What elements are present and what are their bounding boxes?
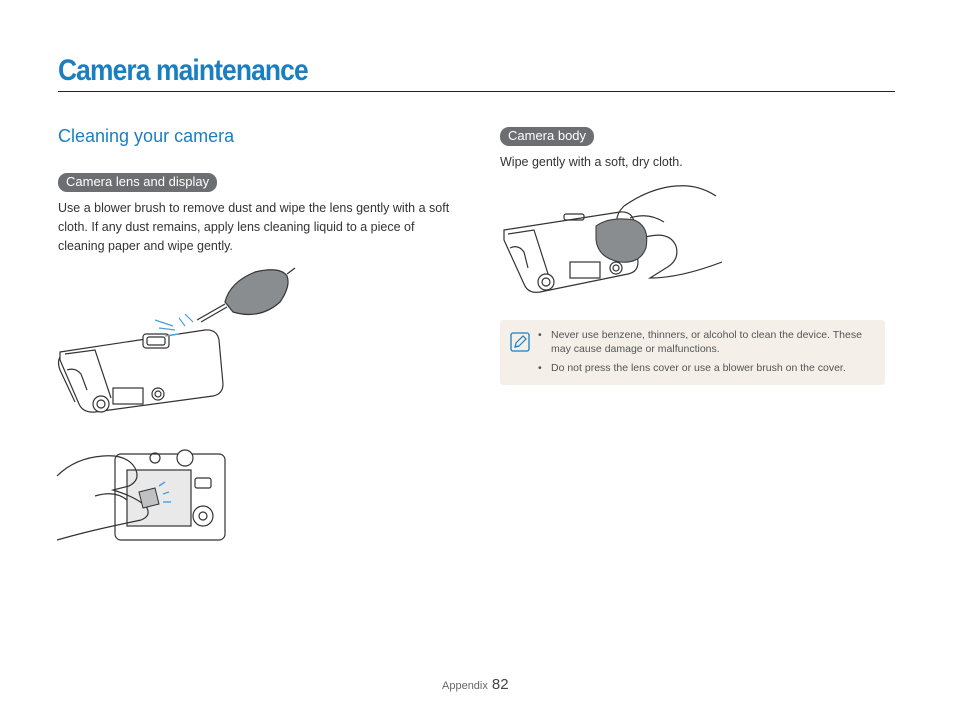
body-instructions: Wipe gently with a soft, dry cloth.	[500, 155, 683, 169]
page-title: Camera maintenance	[58, 54, 308, 87]
title-divider	[58, 91, 895, 92]
section-heading: Cleaning your camera	[58, 126, 235, 146]
note-box	[500, 320, 885, 385]
lens-instructions: Use a blower brush to remove dust and wipe the lens gently with a soft cloth. If any dust remains, apply lens cleaning liquid to a piece of cleaning paper and wipe gently.	[58, 201, 450, 253]
body-section-label: Camera body	[500, 127, 594, 146]
lens-section-label: Camera lens and display	[58, 173, 217, 192]
blower-brush-camera-illustration	[55, 262, 305, 422]
footer-section: Appendix	[442, 680, 488, 692]
page-number: 82	[491, 676, 509, 693]
wipe-display-illustration	[55, 446, 230, 546]
note-list	[538, 328, 873, 380]
page-footer	[442, 676, 509, 693]
note-item: • Never use benzene, thinners, or alcohol to clean the device. These may cause damage or malfunctions.	[538, 328, 873, 356]
wipe-body-illustration	[500, 182, 722, 300]
note-item: • Do not press the lens cover or use a blower brush on the cover.	[538, 361, 873, 375]
note-pencil-icon	[510, 332, 530, 352]
